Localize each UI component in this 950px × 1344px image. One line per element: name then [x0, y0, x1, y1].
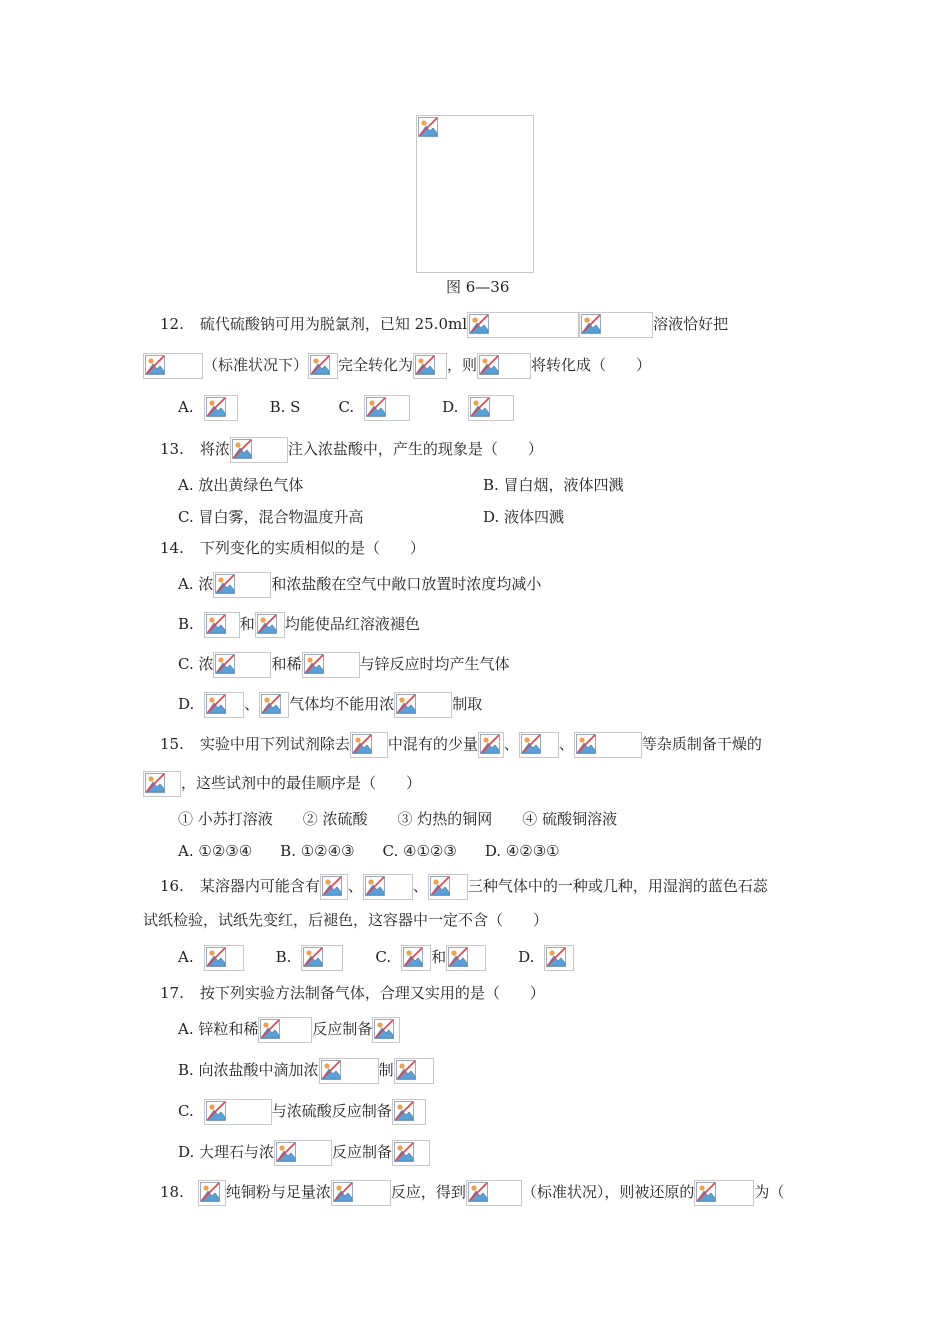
broken-image-icon: [261, 694, 281, 714]
option-text: 制取: [452, 695, 483, 713]
formula-image: [302, 652, 360, 678]
broken-image-icon: [232, 439, 252, 459]
broken-image-icon: [576, 734, 596, 754]
broken-image-icon: [333, 1182, 353, 1202]
question-text: 将浓: [199, 440, 230, 458]
option-text: B. 向浓盐酸中滴加浓: [178, 1061, 319, 1079]
question-14-option-b: [178, 612, 420, 634]
broken-image-icon: [415, 355, 435, 375]
question-text: ，这些试剂中的最佳顺序是（ ）: [181, 774, 422, 792]
broken-image-icon: [468, 1182, 488, 1202]
option-text: D.: [178, 695, 195, 713]
question-number: 18.: [160, 1183, 184, 1201]
option-text: 和: [431, 948, 447, 966]
question-14-option-c: [178, 652, 510, 674]
formula-image: [477, 353, 531, 379]
question-18-line-1: [160, 1180, 784, 1202]
formula-image: [394, 692, 452, 718]
question-17-option-c: [178, 1099, 426, 1121]
option-label: A. ①②③④: [178, 842, 253, 860]
option-text: 与锌反应时均产生气体: [359, 655, 510, 673]
question-number: 16.: [160, 877, 184, 895]
question-text: 溶液恰好把: [653, 315, 729, 333]
figure-image-placeholder: [416, 115, 534, 273]
formula-image: [574, 732, 642, 758]
question-text: 三种气体中的一种或几种，用湿润的蓝色石蕊: [467, 877, 768, 895]
question-text: 纯铜粉与足量浓: [225, 1183, 331, 1201]
option-label: B. ①②④③: [280, 842, 355, 860]
broken-image-icon: [206, 397, 226, 417]
formula-image: [392, 1140, 430, 1166]
question-17-option-d: [178, 1140, 430, 1162]
option-label: C.: [375, 948, 392, 966]
question-15-options: [178, 840, 560, 862]
broken-image-icon: [206, 1101, 226, 1121]
broken-image-icon: [206, 947, 226, 967]
formula-image: [544, 945, 574, 971]
broken-image-icon: [352, 734, 372, 754]
figure-caption: 图 6—36: [446, 278, 510, 296]
question-text: 实验中用下列试剂除去: [199, 735, 350, 753]
question-14-option-d: [178, 692, 482, 714]
question-13-option-a: A. 放出黄绿色气体: [178, 476, 304, 494]
formula-image: [301, 945, 343, 971]
question-text: 反应，得到: [390, 1183, 466, 1201]
broken-image-icon: [206, 694, 226, 714]
option-text: 气体均不能用浓: [289, 695, 395, 713]
question-number: 14.: [160, 539, 184, 557]
question-text: 下列变化的实质相似的是（ ）: [199, 539, 425, 557]
separator: 、: [558, 735, 574, 753]
question-13-option-c: C. 冒白雾，混合物温度升高: [178, 508, 364, 526]
option-label: D.: [442, 398, 459, 416]
formula-image: [478, 732, 504, 758]
question-12-options: [178, 395, 514, 417]
option-label: D. ④②③①: [484, 842, 560, 860]
formula-image: [258, 1017, 312, 1043]
broken-image-icon: [521, 734, 541, 754]
question-text: 注入浓盐酸中，产生的现象是（ ）: [287, 440, 543, 458]
option-text: 和: [239, 615, 255, 633]
question-16-options: [178, 945, 574, 967]
question-12-line-2: [143, 353, 651, 375]
broken-image-icon: [394, 1142, 414, 1162]
option-text: 反应制备: [332, 1143, 393, 1161]
question-text: 等杂质制备干燥的: [641, 735, 762, 753]
broken-image-icon: [479, 355, 499, 375]
option-text: C. 浓: [178, 655, 214, 673]
option-text: 与浓硫酸反应制备: [271, 1102, 392, 1120]
formula-image: [350, 732, 388, 758]
question-number: 17.: [160, 984, 184, 1002]
formula-image: [143, 353, 203, 379]
broken-image-icon: [396, 1060, 416, 1080]
question-text: （标准状况），则被还原的: [521, 1183, 695, 1201]
formula-image: [468, 395, 514, 421]
option-label: B. S: [269, 398, 301, 416]
broken-image-icon: [206, 614, 226, 634]
question-12-line-1: [160, 312, 728, 334]
question-17-option-b: [178, 1058, 434, 1080]
broken-image-icon: [365, 876, 385, 896]
formula-image: [204, 1099, 272, 1125]
broken-image-icon: [696, 1182, 716, 1202]
question-number: 15.: [160, 735, 184, 753]
formula-image: [363, 874, 413, 900]
broken-image-icon: [215, 574, 235, 594]
broken-image-icon: [418, 117, 438, 137]
question-text: 按下列实验方法制备气体，合理又实用的是（ ）: [199, 984, 545, 1002]
formula-image: [392, 1099, 426, 1125]
option-text: D. 大理石与浓: [178, 1143, 275, 1161]
option-label: A.: [178, 398, 194, 416]
question-15-line-1: [160, 732, 762, 754]
broken-image-icon: [469, 314, 489, 334]
option-text: C.: [178, 1102, 194, 1120]
option-text: 制: [378, 1061, 394, 1079]
broken-image-icon: [396, 694, 416, 714]
formula-image: [320, 874, 348, 900]
question-13-option-b: B. 冒白烟，液体四溅: [483, 476, 624, 494]
question-text: （标准状况下）: [203, 356, 309, 374]
option-text: A. 浓: [178, 575, 214, 593]
formula-image: [401, 945, 431, 971]
broken-image-icon: [303, 947, 323, 967]
broken-image-icon: [470, 397, 490, 417]
question-text: 某溶器内可能含有: [199, 877, 320, 895]
question-text: 完全转化为: [338, 356, 414, 374]
formula-image: [213, 652, 271, 678]
question-17-option-a: [178, 1017, 400, 1039]
question-text: 将转化成（ ）: [531, 356, 652, 374]
broken-image-icon: [430, 876, 450, 896]
formula-image: [467, 312, 579, 338]
option-text: B.: [178, 615, 194, 633]
broken-image-icon: [310, 355, 330, 375]
question-text: ，则: [447, 356, 478, 374]
formula-image: [372, 1017, 400, 1043]
question-16-line-2: 试纸检验，试纸先变红，后褪色，这容器中一定不含（ ）: [143, 911, 549, 929]
formula-image: [364, 395, 410, 421]
formula-image: [331, 1180, 391, 1206]
formula-image: [466, 1180, 522, 1206]
formula-image: [274, 1140, 332, 1166]
broken-image-icon: [403, 947, 423, 967]
option-text: 均能使品红溶液褪色: [284, 615, 420, 633]
formula-image: [694, 1180, 754, 1206]
formula-image: [579, 312, 653, 338]
question-15-items: ① 小苏打溶液 ② 浓硫酸 ③ 灼热的铜网 ④ 硫酸铜溶液: [178, 810, 618, 828]
broken-image-icon: [260, 1019, 280, 1039]
formula-image: [413, 353, 447, 379]
question-15-line-2: [143, 771, 421, 793]
broken-image-icon: [581, 314, 601, 334]
broken-image-icon: [394, 1101, 414, 1121]
broken-image-icon: [145, 773, 165, 793]
question-13-stem: [160, 437, 543, 459]
formula-image: [394, 1058, 434, 1084]
broken-image-icon: [145, 355, 165, 375]
formula-image: [319, 1058, 379, 1084]
question-number: 12.: [160, 315, 184, 333]
question-number: 13.: [160, 440, 184, 458]
broken-image-icon: [321, 1060, 341, 1080]
formula-image: [213, 572, 271, 598]
broken-image-icon: [322, 876, 342, 896]
broken-image-icon: [374, 1019, 394, 1039]
formula-image: [230, 437, 288, 463]
separator: 、: [412, 877, 428, 895]
option-label: D.: [518, 948, 535, 966]
formula-image: [308, 353, 338, 379]
option-text: 和稀: [271, 655, 302, 673]
separator: 、: [347, 877, 363, 895]
broken-image-icon: [200, 1182, 220, 1202]
broken-image-icon: [215, 654, 235, 674]
broken-image-icon: [546, 947, 566, 967]
broken-image-icon: [257, 614, 277, 634]
option-label: C.: [338, 398, 355, 416]
option-text: 反应制备: [312, 1020, 373, 1038]
formula-image: [204, 692, 244, 718]
broken-image-icon: [304, 654, 324, 674]
question-text: 为（: [754, 1183, 785, 1201]
formula-image: [519, 732, 559, 758]
question-16-line-1: [160, 874, 768, 896]
formula-image: [204, 395, 238, 421]
question-13-option-d: D. 液体四溅: [483, 508, 565, 526]
broken-image-icon: [448, 947, 468, 967]
formula-image: [428, 874, 468, 900]
option-label: B.: [275, 948, 292, 966]
option-text: A. 锌粒和稀: [178, 1020, 259, 1038]
formula-image: [198, 1180, 226, 1206]
broken-image-icon: [276, 1142, 296, 1162]
formula-image: [143, 771, 181, 797]
option-text: 、: [244, 695, 260, 713]
option-label: C. ④①②③: [382, 842, 457, 860]
formula-image: [446, 945, 486, 971]
option-text: 和浓盐酸在空气中敞口放置时浓度均减小: [271, 575, 542, 593]
question-17-stem: [160, 982, 545, 1004]
separator: 、: [503, 735, 519, 753]
question-text: 硫代硫酸钠可用为脱氯剂，已知 25.0ml: [199, 315, 468, 333]
formula-image: [204, 945, 244, 971]
broken-image-icon: [366, 397, 386, 417]
formula-image: [259, 692, 289, 718]
question-14-option-a: [178, 572, 541, 594]
question-14-stem: [160, 537, 425, 559]
question-text: 中混有的少量: [387, 735, 478, 753]
option-label: A.: [178, 948, 194, 966]
broken-image-icon: [480, 734, 500, 754]
formula-image: [204, 612, 240, 638]
formula-image: [255, 612, 285, 638]
